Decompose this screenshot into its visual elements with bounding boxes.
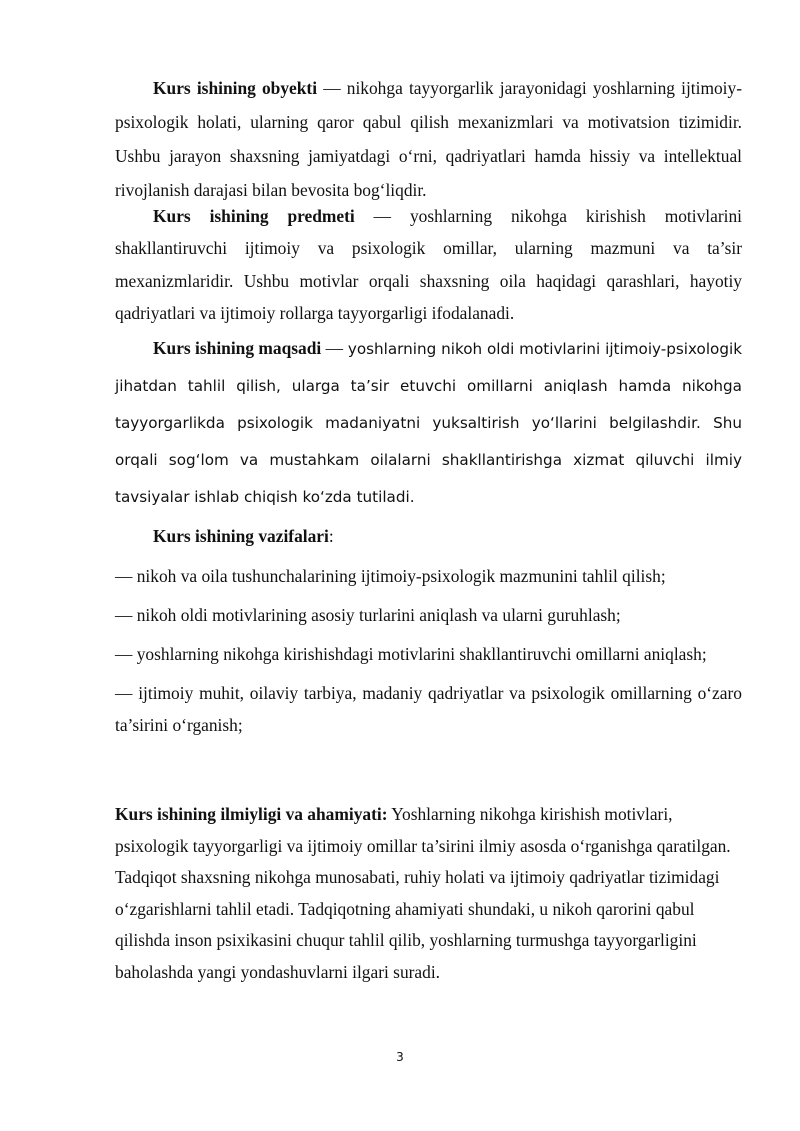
object-heading: Kurs ishining obyekti [153,78,318,98]
goal-text: yoshlarning nikoh oldi motivlarini ijtimoiy-psixologik jihatdan tahlil qilish, ularga ta’sir etuvchi omillarni aniqlash hamda nikohga tayyorgarlikda psixologik madaniyatni yuksaltirish yo‘llarini belgilashdir. Shu orqali sog‘lom va mustahkam oilalarni shakllantirishga xizmat qiluvchi ilmiy tavsiyalar ishlab chiqish ko‘zda tutiladi. [115,340,742,506]
task-item: — nikoh oldi motivlarining asosiy turlarini aniqlash va ularni guruhlash; [115,605,621,625]
task-item: — yoshlarning nikohga kirishishdagi motivlarini shakllantiruvchi omillarni aniqlash; [115,644,707,664]
tasks-heading-row [115,519,742,553]
goal-dash: — [321,338,343,358]
tasks-colon: : [328,526,334,546]
significance-section [115,799,740,988]
subject-section [115,200,742,330]
significance-heading: Kurs ishining ilmiyligi va ahamiyati: [115,804,388,824]
tasks-heading-paragraph [115,519,742,553]
goal-heading: Kurs ishining maqsadi [153,338,322,358]
task-item: — ijtimoiy muhit, oilaviy tarbiya, madaniy qadriyatlar va psixologik omillarning o‘zaro ta’sirini o‘rganish; [115,683,742,735]
object-text: — nikohga tayyorgarlik jarayonidagi yoshlarning ijtimoiy-psixologik holati, ularning qaror qabul qilish mexanizmlari va motivatsion tizimidir. Ushbu jarayon shaxsning jamiyatdagi o‘rni, qadriyatlari hamda hissiy va intellektual rivojlanish darajasi bilan bevosita bog‘liqdir. [115,78,742,200]
object-section [115,71,742,207]
task-item: — nikoh va oila tushunchalarining ijtimoiy-psixologik mazmunini tahlil qilish; [115,566,666,586]
significance-text: Yoshlarning nikohga kirishish motivlari, psixologik tayyorgarligi va ijtimoiy omillar ta’sirini ilmiy asosda o‘rganishga qaratilgan. Tadqiqot shaxsning nikohga munosabati, ruhiy holati va ijtimoiy qadriyatlar tizimidagi o‘zgarishlarni tahlil etadi. Tadqiqotning ahamiyati shundaki, u nikoh qarorini qabul qilishda inson psixikasini chuqur tahlil qilib, yoshlarning turmushga tayyorgarligini baholashda yangi yondashuvlarni ilgari suradi. [115,804,731,982]
tasks-list [115,560,742,741]
page-number: 3 [396,1050,404,1064]
goal-paragraph [115,330,742,516]
subject-heading: Kurs ishining predmeti [153,206,355,226]
goal-section [115,330,742,516]
tasks-heading: Kurs ishining vazifalari [153,526,329,546]
object-paragraph [115,71,742,207]
significance-paragraph [115,799,740,988]
subject-text: — yoshlarning nikohga kirishish motivlarini shakllantiruvchi ijtimoiy va psixologik omillar, ularning mazmuni va ta’sir mexanizmlaridir. Ushbu motivlar orqali shaxsning oila haqidagi qarashlari, hayotiy qadriyatlari va ijtimoiy rollarga tayyorgarligi ifodalanadi. [115,206,742,324]
subject-paragraph [115,200,742,330]
